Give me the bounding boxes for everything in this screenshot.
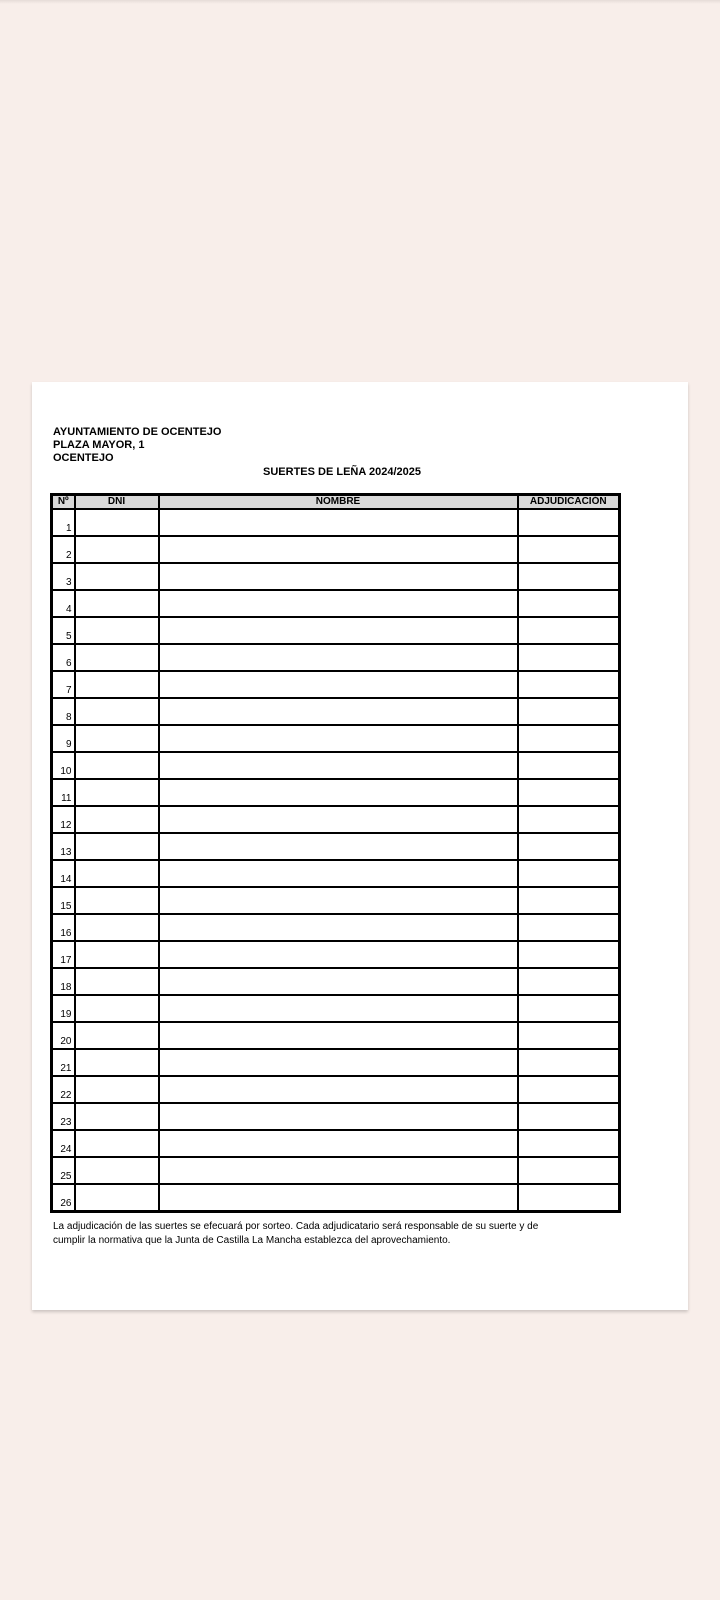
adjudicacion-cell bbox=[518, 1184, 620, 1212]
row-number-cell: 11 bbox=[52, 779, 75, 806]
adjudicacion-cell bbox=[518, 671, 620, 698]
adjudicacion-cell bbox=[518, 509, 620, 536]
document-title: SUERTES DE LEÑA 2024/2025 bbox=[263, 466, 421, 478]
row-number-cell: 18 bbox=[52, 968, 75, 995]
table-row bbox=[52, 1022, 620, 1049]
footer-note-line-1: La adjudicación de las suertes se efecuará por sorteo. Cada adjudicatario será responsable de su suerte y de bbox=[53, 1221, 539, 1232]
table-row bbox=[52, 563, 620, 590]
nombre-cell bbox=[159, 671, 518, 698]
nombre-cell bbox=[159, 995, 518, 1022]
row-number-cell: 12 bbox=[52, 806, 75, 833]
row-number-cell: 22 bbox=[52, 1076, 75, 1103]
row-number-cell: 8 bbox=[52, 698, 75, 725]
adjudicacion-cell bbox=[518, 1076, 620, 1103]
table-row bbox=[52, 860, 620, 887]
adjudicacion-cell bbox=[518, 995, 620, 1022]
nombre-cell bbox=[159, 536, 518, 563]
row-number-cell: 6 bbox=[52, 644, 75, 671]
table-row bbox=[52, 536, 620, 563]
table-body bbox=[52, 509, 620, 1212]
nombre-cell bbox=[159, 1022, 518, 1049]
nombre-cell bbox=[159, 1049, 518, 1076]
nombre-cell bbox=[159, 698, 518, 725]
dni-cell bbox=[75, 644, 159, 671]
nombre-cell bbox=[159, 563, 518, 590]
nombre-cell bbox=[159, 617, 518, 644]
table-row bbox=[52, 833, 620, 860]
table-header-row bbox=[52, 495, 620, 510]
adjudicacion-cell bbox=[518, 860, 620, 887]
footer-note bbox=[53, 1220, 613, 1248]
nombre-cell bbox=[159, 1184, 518, 1212]
dni-cell bbox=[75, 1157, 159, 1184]
adjudicacion-cell bbox=[518, 752, 620, 779]
assignment-table bbox=[50, 493, 621, 1213]
dni-cell bbox=[75, 995, 159, 1022]
column-header-nombre: NOMBRE bbox=[159, 495, 518, 510]
adjudicacion-cell bbox=[518, 725, 620, 752]
nombre-cell bbox=[159, 968, 518, 995]
nombre-cell bbox=[159, 806, 518, 833]
letterhead-line-1: AYUNTAMIENTO DE OCENTEJO bbox=[53, 426, 222, 438]
dni-cell bbox=[75, 833, 159, 860]
dni-cell bbox=[75, 536, 159, 563]
dni-cell bbox=[75, 1130, 159, 1157]
adjudicacion-cell bbox=[518, 887, 620, 914]
row-number-cell: 9 bbox=[52, 725, 75, 752]
row-number-cell: 25 bbox=[52, 1157, 75, 1184]
table-row bbox=[52, 644, 620, 671]
row-number-cell: 13 bbox=[52, 833, 75, 860]
table-row bbox=[52, 995, 620, 1022]
row-number-cell: 23 bbox=[52, 1103, 75, 1130]
footer-note-line-2: cumplir la normativa que la Junta de Castilla La Mancha establezca del aprovechamiento. bbox=[53, 1235, 451, 1246]
dni-cell bbox=[75, 1022, 159, 1049]
adjudicacion-cell bbox=[518, 968, 620, 995]
viewer-top-shadow bbox=[0, 0, 720, 4]
adjudicacion-cell bbox=[518, 941, 620, 968]
nombre-cell bbox=[159, 779, 518, 806]
adjudicacion-cell bbox=[518, 536, 620, 563]
letterhead-line-3: OCENTEJO bbox=[53, 452, 114, 464]
table-row bbox=[52, 752, 620, 779]
adjudicacion-cell bbox=[518, 779, 620, 806]
dni-cell bbox=[75, 779, 159, 806]
table-row bbox=[52, 887, 620, 914]
nombre-cell bbox=[159, 725, 518, 752]
letterhead bbox=[53, 426, 222, 465]
nombre-cell bbox=[159, 752, 518, 779]
nombre-cell bbox=[159, 644, 518, 671]
dni-cell bbox=[75, 860, 159, 887]
table-row bbox=[52, 1184, 620, 1212]
adjudicacion-cell bbox=[518, 1157, 620, 1184]
column-header-dni: DNI bbox=[75, 495, 159, 510]
adjudicacion-cell bbox=[518, 833, 620, 860]
table-row bbox=[52, 806, 620, 833]
row-number-cell: 14 bbox=[52, 860, 75, 887]
table-row bbox=[52, 941, 620, 968]
dni-cell bbox=[75, 1103, 159, 1130]
adjudicacion-cell bbox=[518, 806, 620, 833]
adjudicacion-cell bbox=[518, 698, 620, 725]
adjudicacion-cell bbox=[518, 563, 620, 590]
adjudicacion-cell bbox=[518, 590, 620, 617]
table-row bbox=[52, 509, 620, 536]
dni-cell bbox=[75, 1049, 159, 1076]
table-row bbox=[52, 1076, 620, 1103]
nombre-cell bbox=[159, 833, 518, 860]
row-number-cell: 26 bbox=[60, 1198, 72, 1209]
adjudicacion-cell bbox=[518, 1049, 620, 1076]
dni-cell bbox=[75, 617, 159, 644]
adjudicacion-cell bbox=[518, 617, 620, 644]
dni-cell bbox=[75, 590, 159, 617]
nombre-cell bbox=[159, 887, 518, 914]
table-row bbox=[52, 1049, 620, 1076]
row-number-cell: 20 bbox=[52, 1022, 75, 1049]
dni-cell bbox=[75, 887, 159, 914]
dni-cell bbox=[75, 1076, 159, 1103]
nombre-cell bbox=[159, 860, 518, 887]
adjudicacion-cell bbox=[518, 1130, 620, 1157]
dni-cell bbox=[75, 1184, 159, 1212]
row-number-cell: 24 bbox=[52, 1130, 75, 1157]
nombre-cell bbox=[159, 1076, 518, 1103]
nombre-cell bbox=[159, 914, 518, 941]
dni-cell bbox=[75, 725, 159, 752]
letterhead-line-2: PLAZA MAYOR, 1 bbox=[53, 439, 145, 451]
table-row bbox=[52, 968, 620, 995]
row-number-cell: 4 bbox=[52, 590, 75, 617]
row-number-cell: 1 bbox=[52, 509, 75, 536]
row-number-cell: 16 bbox=[52, 914, 75, 941]
dni-cell bbox=[75, 941, 159, 968]
dni-cell bbox=[75, 806, 159, 833]
row-number-cell: 3 bbox=[52, 563, 75, 590]
table-row bbox=[52, 671, 620, 698]
nombre-cell bbox=[159, 509, 518, 536]
row-number-cell: 17 bbox=[52, 941, 75, 968]
column-header-number: Nº bbox=[52, 495, 75, 510]
dni-cell bbox=[75, 671, 159, 698]
row-number-cell: 5 bbox=[52, 617, 75, 644]
table-row bbox=[52, 914, 620, 941]
nombre-cell bbox=[159, 941, 518, 968]
row-number-cell: 15 bbox=[52, 887, 75, 914]
row-number-cell: 19 bbox=[52, 995, 75, 1022]
dni-cell bbox=[75, 509, 159, 536]
table-row bbox=[52, 698, 620, 725]
adjudicacion-cell bbox=[518, 1103, 620, 1130]
row-number-cell: 7 bbox=[52, 671, 75, 698]
row-number-cell: 2 bbox=[52, 536, 75, 563]
nombre-cell bbox=[159, 1130, 518, 1157]
nombre-cell bbox=[159, 590, 518, 617]
nombre-cell bbox=[159, 1103, 518, 1130]
row-number-cell: 21 bbox=[52, 1049, 75, 1076]
document-page bbox=[32, 382, 688, 1310]
table-row bbox=[52, 1157, 620, 1184]
table-row bbox=[52, 1130, 620, 1157]
dni-cell bbox=[75, 563, 159, 590]
table-row bbox=[52, 1103, 620, 1130]
row-number-cell: 10 bbox=[52, 752, 75, 779]
table-row bbox=[52, 779, 620, 806]
dni-cell bbox=[75, 698, 159, 725]
dni-cell bbox=[75, 914, 159, 941]
dni-cell bbox=[75, 752, 159, 779]
table-row bbox=[52, 725, 620, 752]
adjudicacion-cell bbox=[518, 914, 620, 941]
table-row bbox=[52, 590, 620, 617]
column-header-adjudicacion: ADJUDICACIÓN bbox=[518, 495, 620, 510]
table-row bbox=[52, 617, 620, 644]
adjudicacion-cell bbox=[518, 1022, 620, 1049]
nombre-cell bbox=[159, 1157, 518, 1184]
dni-cell bbox=[75, 968, 159, 995]
adjudicacion-cell bbox=[518, 644, 620, 671]
